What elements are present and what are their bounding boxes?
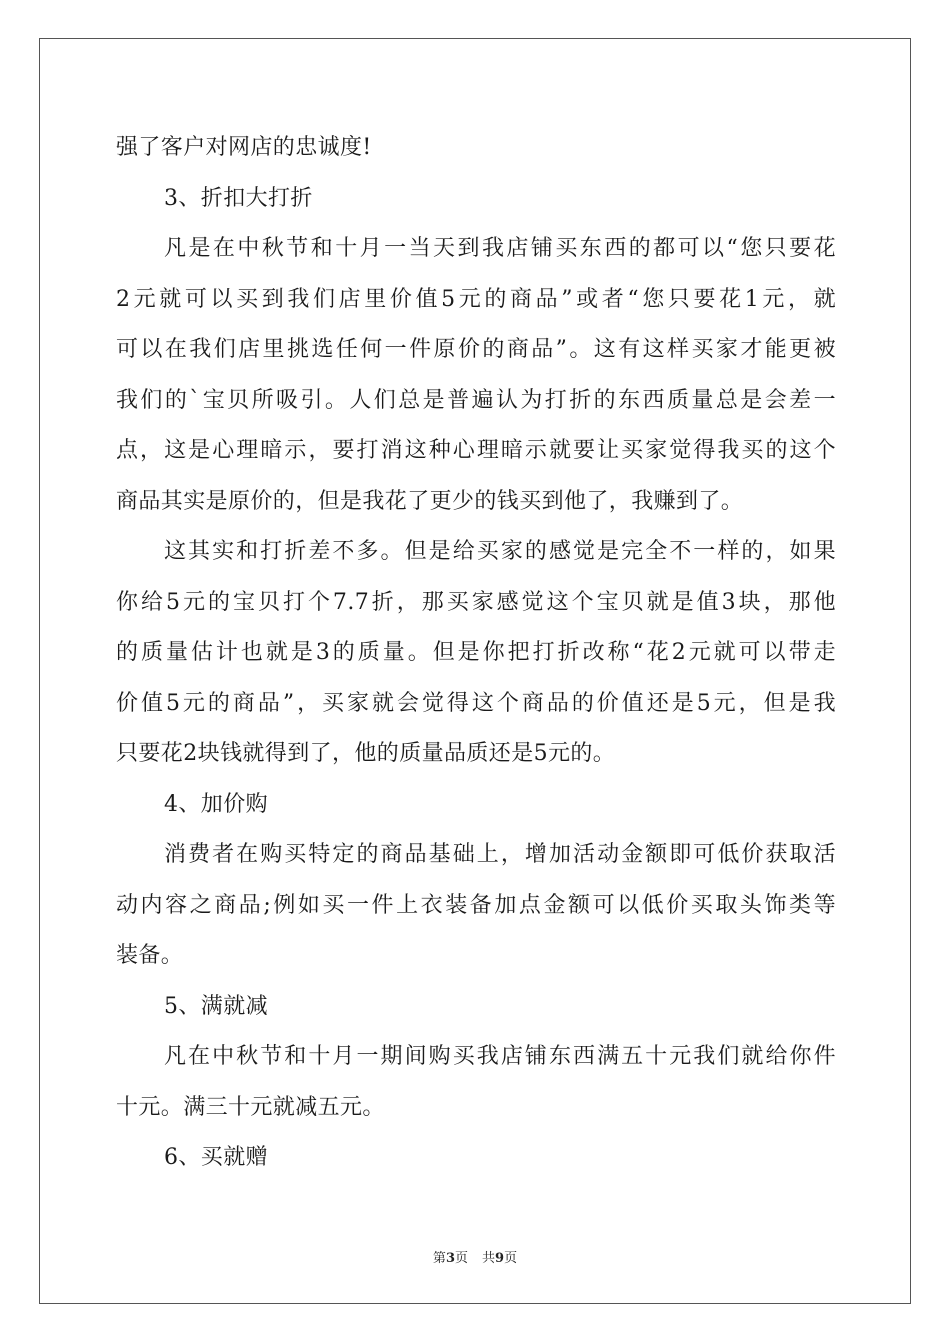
text-line: 可以在我们店里挑选任何一件原价的商品”。这有这样买家才能更被 [116,337,836,362]
total-prefix: 共 [482,1251,496,1266]
page-current: 3 [445,1251,455,1266]
text-line: 价值5元的商品”，买家就会觉得这个商品的价值还是5元，但是我 [116,690,836,716]
text-line: 凡是在中秋节和十月一当天到我店铺买东西的都可以“您只要花 [164,236,836,261]
page-suffix: 页 [454,1251,468,1266]
page-footer [0,1247,950,1266]
text-line: 只要花2块钱就得到了，他的质量品质还是5元的。 [116,741,616,766]
text-line: 凡在中秋节和十月一期间购买我店铺东西满五十元我们就给你件 [164,1044,836,1069]
text-line: 装备。 [116,943,184,968]
total-suffix: 页 [504,1251,518,1266]
text-line: 的质量估计也就是3的质量。但是你把打折改称“花2元就可以带走 [116,640,836,665]
text-line: 6、买就赠 [164,1145,268,1170]
text-line: 3、折扣大打折 [164,185,313,211]
text-line: 动内容之商品;例如买一件上衣装备加点金额可以低价买取头饰类等 [116,892,836,918]
text-line: 5、满就减 [164,993,268,1019]
text-line: 商品其实是原价的，但是我花了更少的钱买到他了，我赚到了。 [116,488,744,514]
text-line: 消费者在购买特定的商品基础上，增加活动金额即可低价获取活 [164,842,836,867]
text-line: 你给5元的宝贝打个7.7折，那买家感觉这个宝贝就是值3块，那他 [116,589,836,615]
text-line: 十元。满三十元就减五元。 [116,1094,385,1120]
text-line: 2元就可以买到我们店里价值5元的商品”或者“您只要花1元，就 [116,286,836,312]
text-line: 这其实和打折差不多。但是给买家的感觉是完全不一样的，如果 [164,539,836,564]
page-total: 9 [495,1251,505,1266]
text-line: 点，这是心理暗示，要打消这种心理暗示就要让买家觉得我买的这个 [116,438,836,463]
document-body [116,123,836,1184]
page-prefix: 第 [432,1251,446,1266]
text-line: 我们的`宝贝所吸引。人们总是普遍认为打折的东西质量总是会差一 [116,387,836,413]
text-line: 强了客户对网店的忠诚度! [116,135,372,160]
text-line: 4、加价购 [164,791,268,817]
